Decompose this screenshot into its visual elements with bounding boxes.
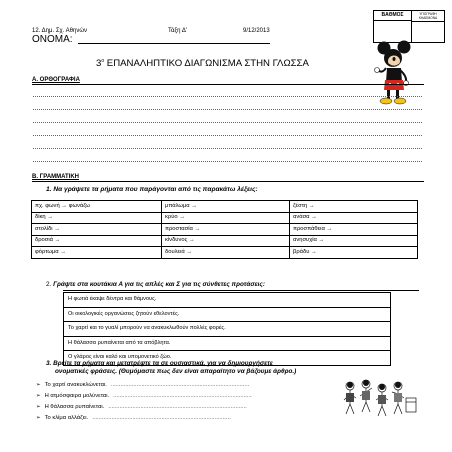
sentence-text: Οι οικολογικές οργανώσεις ζητούν εθελοντές. — [64, 307, 391, 322]
section-b-rule — [32, 181, 424, 182]
q3-item — [36, 415, 231, 422]
sentence-text: Η θάλασσα ρυπαίνεται από τα απόβλητα. — [64, 336, 391, 351]
verb-row — [32, 201, 418, 213]
arrow-bullet-icon: ➢ — [36, 415, 41, 421]
verb-cell[interactable]: προστασία → — [162, 224, 290, 236]
verb-cell[interactable]: μπάλωμα → — [162, 201, 290, 213]
verb-row — [32, 212, 418, 224]
exam-date: 9/12/2013 — [243, 28, 270, 34]
verb-cell[interactable]: πχ. φωνή → φωνάζω — [32, 201, 162, 213]
verb-table — [31, 200, 418, 259]
title-number: 3 — [96, 58, 102, 70]
mickey-mouse-illustration — [372, 40, 412, 108]
section-a-rule — [32, 84, 424, 85]
verb-row — [32, 235, 418, 247]
verb-row — [32, 247, 418, 259]
sentence-text: Ο γλάρος είναι καλό και υπομονετικό ζώο. — [64, 351, 391, 366]
verb-cell[interactable]: δίκη → — [32, 212, 162, 224]
spelling-line-6[interactable] — [33, 161, 422, 162]
verb-cell[interactable]: φόρτωμα → — [32, 247, 162, 259]
q3-instruction — [46, 360, 296, 376]
spelling-line-3[interactable] — [33, 122, 422, 123]
grade-box — [373, 10, 445, 43]
q3-item-text: Η ατμόσφαιρα μολύνεται. — [44, 393, 110, 399]
sentence-row — [64, 293, 391, 308]
verb-cell[interactable]: κίνδυνος → — [162, 235, 290, 247]
children-recycling-illustration — [340, 374, 420, 424]
name-label: ΟΝΟΜΑ: — [32, 34, 73, 45]
spelling-line-5[interactable] — [33, 148, 422, 149]
q3-item-text: Το κλίμα αλλάζει. — [44, 415, 89, 421]
sentence-row — [64, 322, 391, 337]
section-a-title: Α. ΟΡΘΟΓΡΑΦΙΑ — [32, 77, 80, 83]
sentence-table — [63, 292, 391, 366]
section-b-title: Β. ΓΡΑΜΜΑΤΙΚΗ — [32, 174, 79, 180]
q2-instruction — [46, 281, 265, 289]
verb-cell[interactable]: ανησυχία → — [290, 235, 418, 247]
q3-item-text: Το χαρτί ανακυκλώνεται. — [44, 382, 107, 388]
q3-number: 3. — [46, 360, 52, 367]
title-text: ΕΠΑΝΑΛΗΠΤΙΚΟ ΔΙΑΓΩΝΙΣΜΑ ΣΤΗΝ ΓΛΩΣΣΑ — [104, 58, 309, 70]
q3-item — [36, 404, 247, 411]
q3-text-line1: Βρείτε τα ρήματα και μετατρέψτε τα σε ουσιαστικά, για να δημιουργήσετε — [53, 360, 273, 367]
q3-item — [36, 393, 252, 400]
q3-answer-line[interactable]: ...................................................................................... — [110, 382, 250, 388]
spelling-line-2[interactable] — [33, 109, 422, 110]
grade-label: ΒΑΘΜΟΣ — [374, 11, 411, 21]
q3-item — [36, 382, 249, 389]
q1-instruction — [46, 186, 258, 194]
verb-cell[interactable]: προσπάθεια → — [290, 224, 418, 236]
grade-cell[interactable] — [374, 11, 412, 42]
q1-number: 1. — [46, 186, 52, 193]
verb-cell[interactable]: στολίδι → — [32, 224, 162, 236]
verb-cell[interactable]: δουλειά → — [162, 247, 290, 259]
verb-cell[interactable]: δροσιά → — [32, 235, 162, 247]
signature-cell[interactable] — [412, 11, 444, 42]
arrow-bullet-icon: ➢ — [36, 404, 41, 410]
name-underline[interactable] — [78, 43, 270, 44]
verb-cell[interactable]: ανάσα → — [290, 212, 418, 224]
q3-answer-line[interactable]: ...................................................................................... — [92, 415, 231, 421]
spelling-line-4[interactable] — [33, 135, 422, 136]
arrow-bullet-icon: ➢ — [36, 393, 41, 399]
q3-answer-line[interactable]: ...................................................................................... — [113, 393, 252, 399]
sentence-row — [64, 307, 391, 322]
title-suffix: ο — [101, 58, 105, 64]
q2-text: Γράψτε στα κουτάκια Α για τις απλές και Σ για τις σύνθετες προτάσεις: — [53, 281, 265, 288]
sentence-text: Το χαρτί και το γυαλί μπορούν να ανακυκλωθούν πολλές φορές. — [64, 322, 391, 337]
class-label: Τάξη Δ' — [168, 28, 187, 34]
school-name: 12. Δημ. Σχ. Αθηνών — [32, 28, 88, 34]
spelling-line-1[interactable] — [33, 96, 422, 97]
sentence-text: Η φωτιά έκαψε δέντρα και θάμνους. — [64, 293, 391, 308]
q3-item-text: Η θάλασσα ρυπαίνεται. — [44, 404, 105, 410]
verb-cell[interactable]: βράδυ → — [290, 247, 418, 259]
arrow-bullet-icon: ➢ — [36, 382, 41, 388]
exam-title — [96, 56, 309, 69]
verb-cell[interactable]: κρύο → — [162, 212, 290, 224]
verb-row — [32, 224, 418, 236]
q3-text-line2: ονοματικές φράσεις. (Θυμόμαστε πως δεν είναι απαραίτητο να βάζουμε άρθρο.) — [55, 368, 297, 375]
verb-cell[interactable]: ζέστη → — [290, 201, 418, 213]
signature-label: ΥΠΟΓΡΑΦΗ ΚΗΔΕΜΟΝΑ — [412, 11, 444, 22]
q3-answer-line[interactable]: ...................................................................................... — [108, 404, 247, 410]
sentence-row — [64, 336, 391, 351]
q2-rule — [63, 290, 419, 291]
q2-number: 2. — [46, 281, 52, 288]
q1-text: Να γράψετε τα ρήματα που παράγονται από τις παρακάτω λέξεις: — [53, 186, 258, 193]
